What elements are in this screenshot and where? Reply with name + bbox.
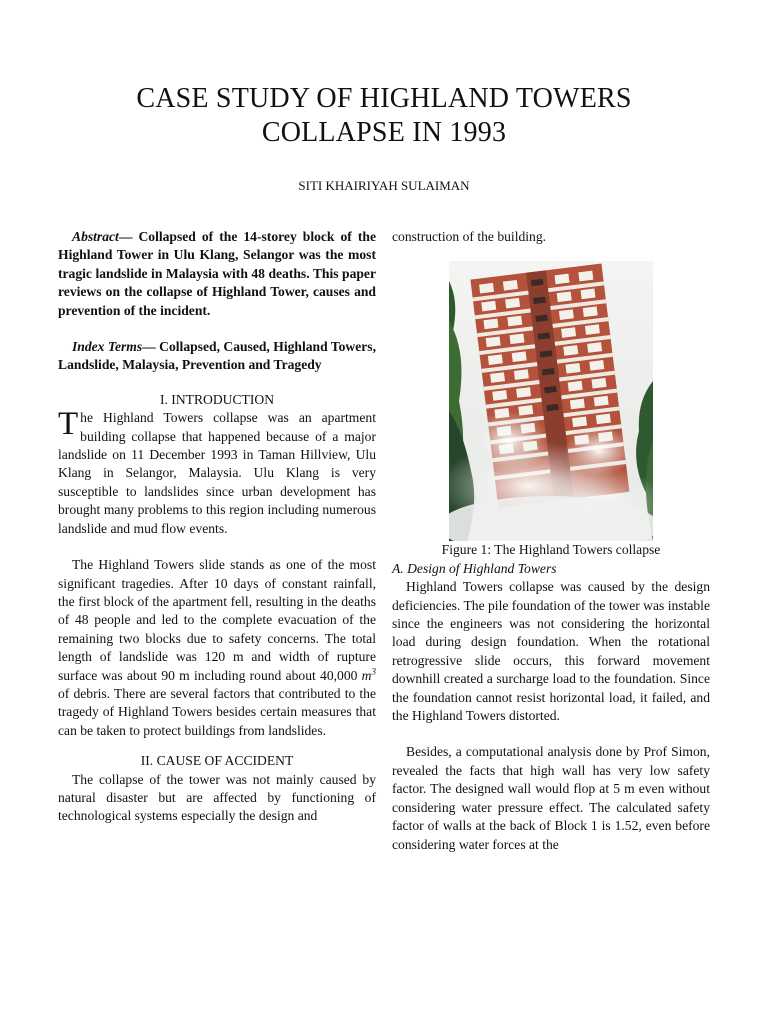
paper-title — [0, 82, 768, 150]
left-column — [58, 228, 376, 826]
unit-m: m — [361, 667, 372, 683]
index-terms — [58, 338, 376, 375]
section-heading-introduction: I. INTRODUCTION — [159, 391, 275, 407]
abstract-label: Abstract — [72, 229, 119, 244]
index-terms-label: Index Terms — [72, 339, 143, 355]
cause-paragraph-1: The collapse of the tower was not mainly caused by natural disaster but are affected by functioning of technological systems especially the design and — [58, 771, 376, 824]
index-terms-dash: — — [142, 339, 160, 355]
cause-paragraph-1-continued: construction of the building. — [392, 229, 547, 244]
intro-paragraph-1-text: he Highland Towers collapse was an apartment building collapse that happened because of a major landslide on 11 December 1993 in Taman Hillview, Ulu Klang in Selangor, Malaysia. Ulu Klang is very susceptible to landslides since urban development has brought many problems to this region including numerous landslide and mud flow events. — [58, 410, 376, 536]
abstract-text: Collapsed of the 14-storey block of the Highland Tower in Ulu Klang, Selangor was the most tragic landslide in Malaysia with 48 deaths. This paper reviews on the collapse of Highland Tower, causes and prevention of the incident. — [58, 229, 376, 318]
index-terms-text: Collapsed, Caused, Highland Towers, Landslide, Malaysia, Prevention and Tragedy — [58, 339, 376, 373]
intro-paragraph-2-text-a: The Highland Towers slide stands as one of the most significant tragedies. After 10 days of constant rainfall, the first block of the apartment fell, resulting in the deaths of 48 people and led to the complete evacuation of the remaining two blocks due to safety concerns. The total length of landslide was 120 m and width of rupture surface was about 90 m including round about 40,000 — [58, 557, 376, 683]
section-heading-cause: II. CAUSE OF ACCIDENT — [140, 753, 294, 769]
author-name: SITI KHAIRIYAH SULAIMAN — [298, 178, 470, 193]
right-column — [392, 228, 710, 854]
abstract-dash: — — [118, 229, 139, 244]
design-paragraph-2: Besides, a computational analysis done by Prof Simon, revealed the facts that high wall has very low safety factor. The designed wall would flop at 5 m even without considering water pressure effect. The calculated safety factor of walls at the back of Block 1 is 1.52, even before considering water forces at the — [392, 744, 710, 852]
subsection-heading-design: A. Design of Highland Towers — [392, 560, 557, 576]
title-line-2: COLLAPSE IN 1993 — [261, 117, 507, 148]
design-paragraph-1: Highland Towers collapse was caused by the design deficiencies. The pile foundation of the tower was instable since the engineers was not considering the horizontal load during design foundation. When the rotational retrogressive slide occurs, this forward movement downhill created a surcharge load to the foundation. Since the foundation cannot resist horizontal load, it failed, and the Highland Towers distorted. — [392, 579, 710, 724]
drop-cap: T — [58, 406, 79, 443]
intro-paragraph-1 — [58, 406, 376, 538]
intro-paragraph-2-text-b: of debris. There are several factors that contributed to the tragedy of Highland Towers besides certain measures that can be taken to protect buildings from landslides. — [58, 685, 376, 738]
figure-caption: Figure 1: The Highland Towers collapse — [441, 542, 661, 558]
figure-highland-towers-photo — [449, 261, 653, 541]
title-line-1: CASE STUDY OF HIGHLAND TOWERS — [136, 83, 632, 114]
unit-exponent: 3 — [371, 666, 376, 676]
tower-collapse-illustration — [449, 261, 653, 541]
unit-cubic-meter — [362, 668, 376, 683]
intro-paragraph-2 — [58, 556, 376, 740]
abstract — [58, 228, 376, 320]
